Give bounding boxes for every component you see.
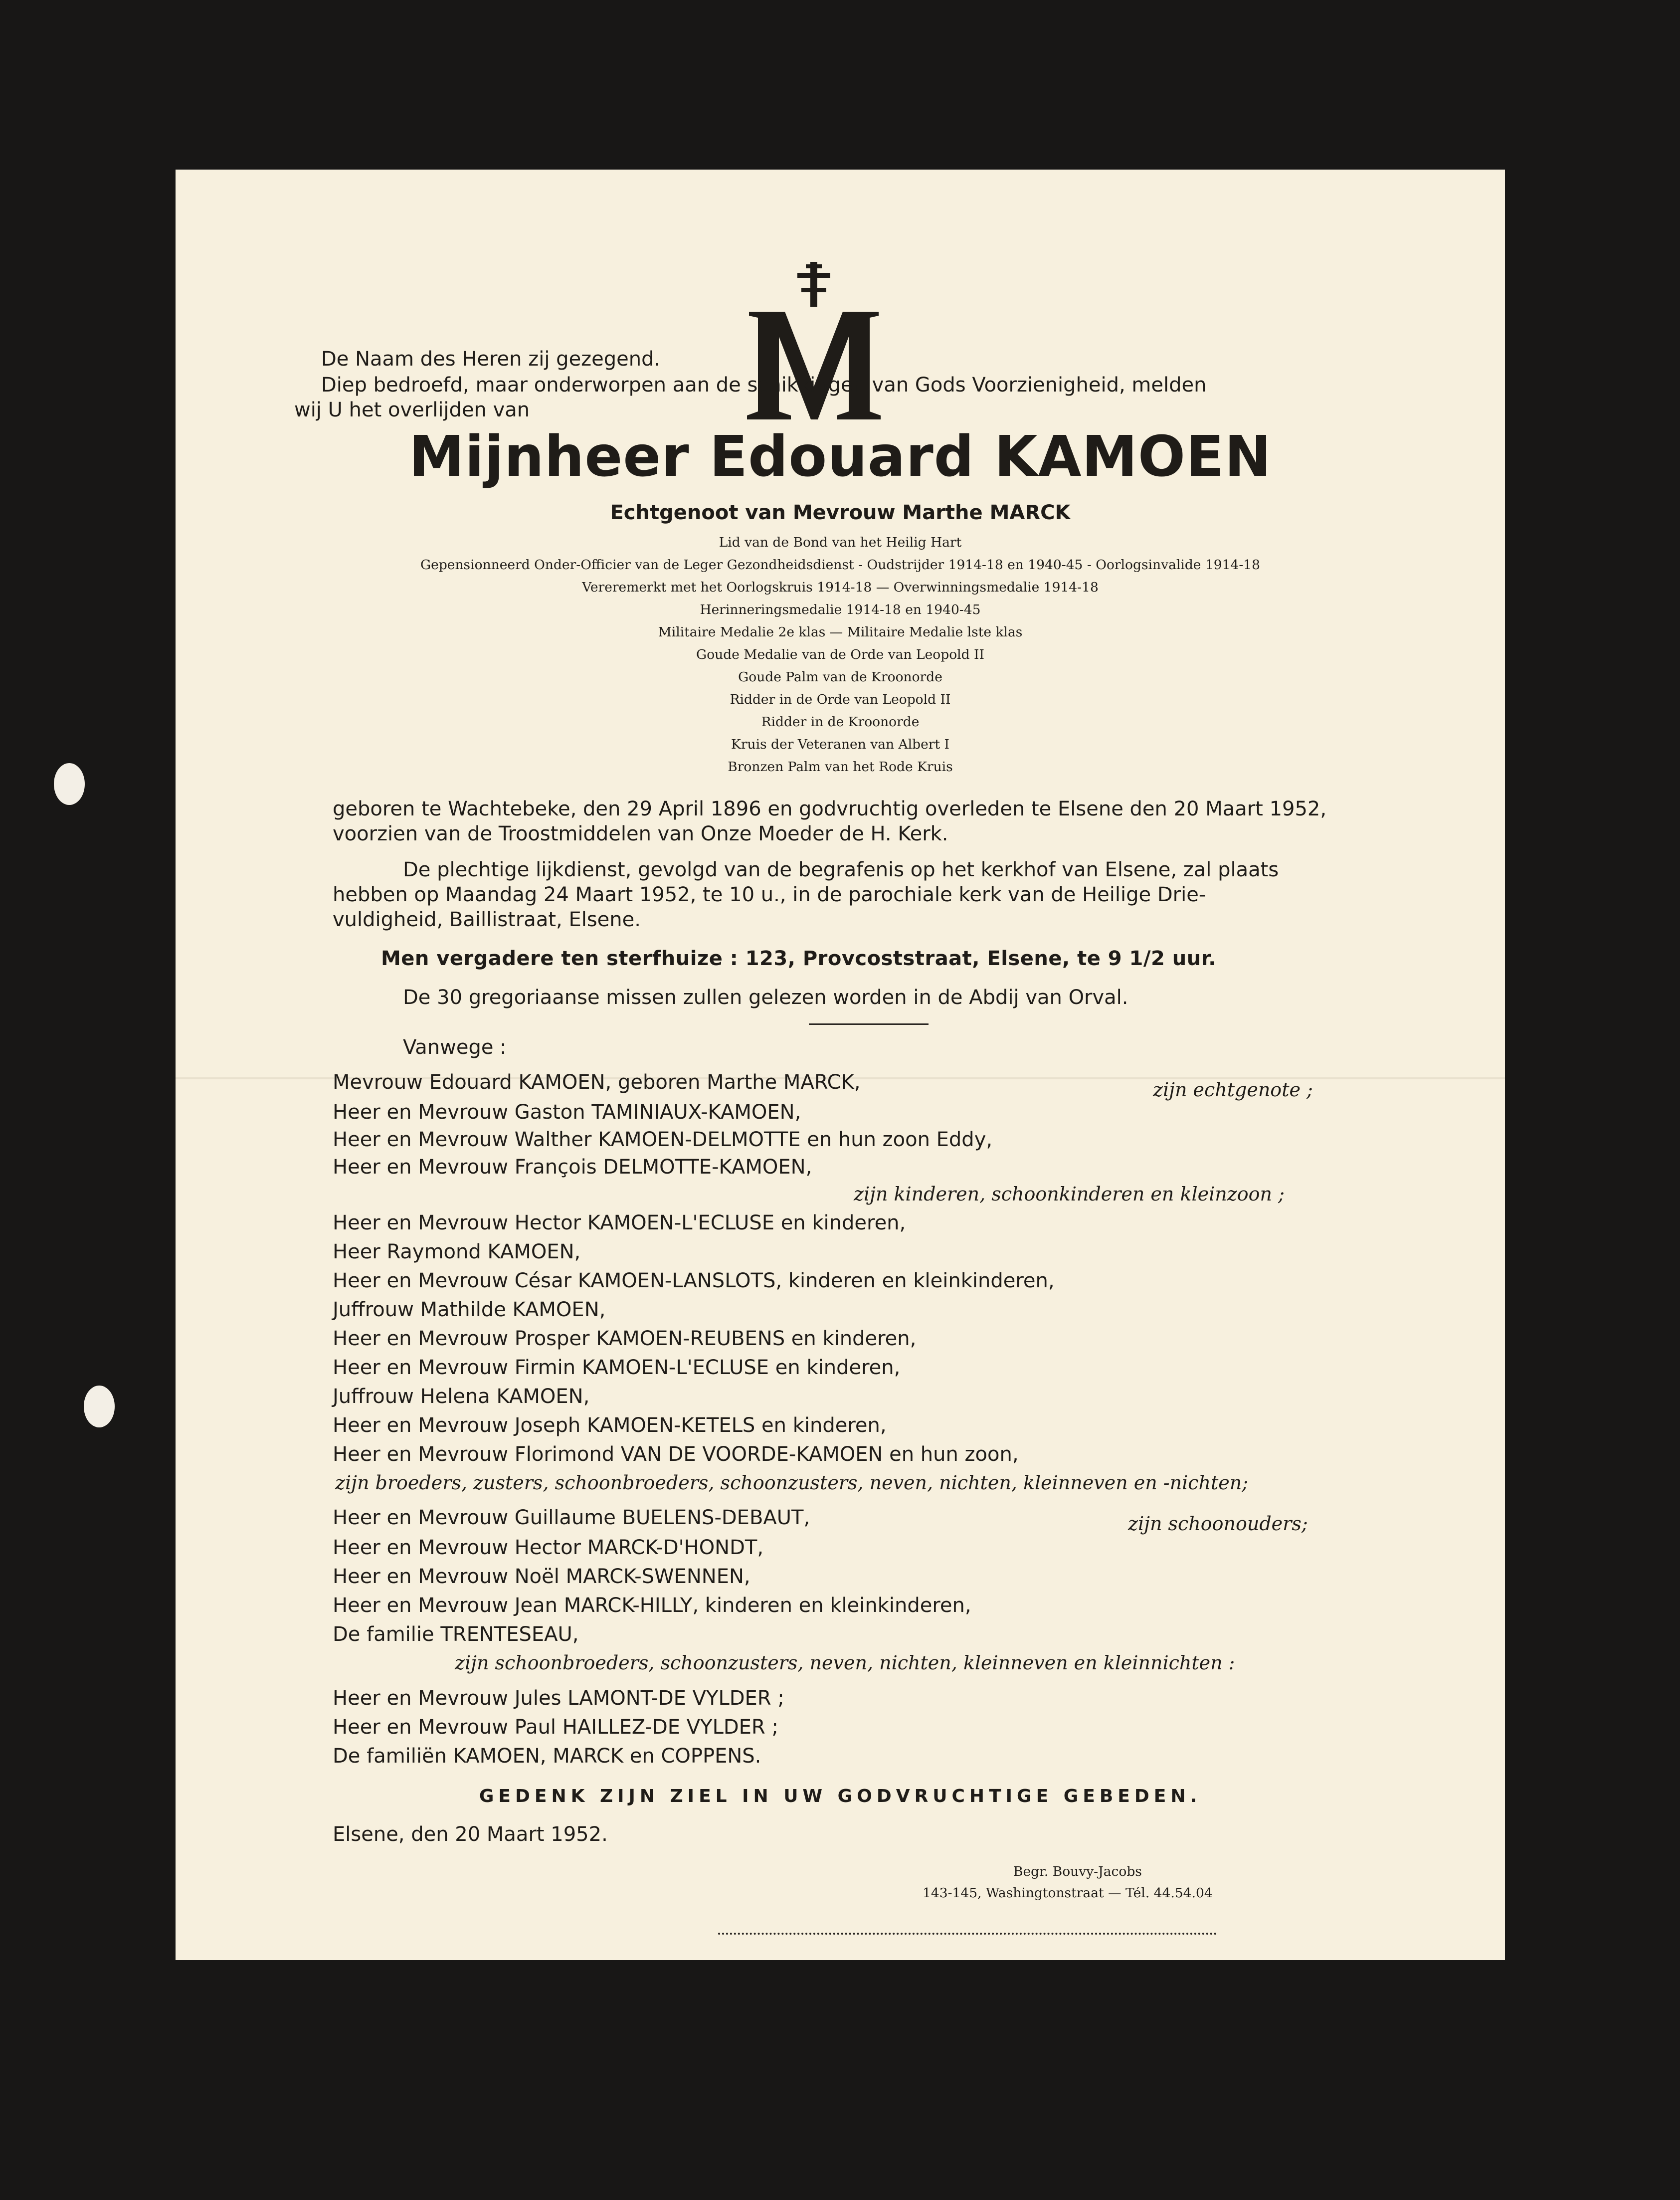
- birth-line: voorzien van de Troostmiddelen van Onze Moeder de H. Kerk.: [333, 822, 948, 845]
- deceased-name: Mijnheer Edouard KAMOEN: [408, 424, 1272, 489]
- birth-line: geboren te Wachtebeke, den 29 April 1896 en godvruchtig overleden te Elsene den 20 Maart 1952,: [333, 798, 1327, 820]
- family-line: Heer en Mevrouw Guillaume BUELENS-DEBAUT,: [333, 1506, 810, 1529]
- family-line: De familie TRENTESEAU,: [333, 1623, 579, 1646]
- family-line: Heer en Mevrouw Florimond VAN DE VOORDE-KAMOEN en hun zoon,: [333, 1443, 1019, 1466]
- spouse-of-line: Echtgenoot van Mevrouw Marthe MARCK: [610, 501, 1071, 524]
- family-role: zijn schoonouders;: [1128, 1513, 1308, 1535]
- vanwege-label: Vanwege :: [403, 1036, 507, 1059]
- family-line: Heer en Mevrouw Joseph KAMOEN-KETELS en kinderen,: [333, 1414, 887, 1437]
- undertaker-name: Begr. Bouvy-Jacobs: [1013, 1864, 1142, 1879]
- intro-line: Diep bedroefd, maar onderworpen aan de schikkingen van Gods Voorzienigheid, melden: [321, 374, 1207, 397]
- service-line: De plechtige lijkdienst, gevolgd van de begrafenis op het kerkhof van Elsene, zal plaats: [403, 858, 1279, 881]
- date-place: Elsene, den 20 Maart 1952.: [333, 1823, 608, 1846]
- honor-line: Ridder in de Orde van Leopold II: [730, 692, 951, 707]
- service-line: hebben op Maandag 24 Maart 1952, te 10 u., in de parochiale kerk van de Heilige Drie-: [333, 883, 1206, 906]
- family-role: zijn echtgenote ;: [1153, 1079, 1313, 1101]
- honor-line: Bronzen Palm van het Rode Kruis: [728, 759, 953, 775]
- family-line: Heer en Mevrouw Walther KAMOEN-DELMOTTE en hun zoon Eddy,: [333, 1128, 993, 1151]
- masses-notice: De 30 gregoriaanse missen zullen gelezen worden in de Abdij van Orval.: [403, 986, 1128, 1009]
- family-line: Heer en Mevrouw Prosper KAMOEN-REUBENS en kinderen,: [333, 1327, 917, 1350]
- honor-line: Goude Medalie van de Orde van Leopold II: [696, 647, 984, 662]
- gathering-notice: Men vergadere ten sterfhuize : 123, Provcoststraat, Elsene, te 9 1/2 uur.: [381, 947, 1216, 970]
- family-line: Juffrouw Helena KAMOEN,: [333, 1385, 590, 1408]
- dotted-rule: [718, 1933, 1217, 1935]
- undertaker-address: 143-145, Washingtonstraat — Tél. 44.54.04: [923, 1885, 1213, 1901]
- family-line: Heer en Mevrouw Jules LAMONT-DE VYLDER ;: [333, 1687, 784, 1710]
- honor-line: Militaire Medalie 2e klas — Militaire Medalie lste klas: [658, 624, 1023, 640]
- family-line: Juffrouw Mathilde KAMOEN,: [333, 1298, 606, 1321]
- family-role: zijn kinderen, schoonkinderen en kleinzoon ;: [854, 1183, 1285, 1205]
- punch-hole: [84, 1386, 115, 1427]
- family-line: Heer en Mevrouw Firmin KAMOEN-L'ECLUSE en kinderen,: [333, 1356, 901, 1379]
- family-line: De familiën KAMOEN, MARCK en COPPENS.: [333, 1745, 761, 1768]
- family-line: Mevrouw Edouard KAMOEN, geboren Marthe MARCK,: [333, 1071, 861, 1094]
- service-line: vuldigheid, Baillistraat, Elsene.: [333, 908, 641, 931]
- family-line: Heer en Mevrouw Noël MARCK-SWENNEN,: [333, 1565, 750, 1588]
- family-role: zijn schoonbroeders, schoonzusters, neven, nichten, kleinneven en kleinnichten :: [455, 1652, 1235, 1674]
- honor-line: Kruis der Veteranen van Albert I: [731, 737, 949, 752]
- intro-line: De Naam des Heren zij gezegend.: [321, 348, 661, 371]
- family-role: zijn broeders, zusters, schoonbroeders, schoonzusters, neven, nichten, kleinneven en -nichten;: [335, 1472, 1249, 1494]
- family-line: Heer en Mevrouw Gaston TAMINIAUX-KAMOEN,: [333, 1101, 801, 1124]
- honor-line: Gepensionneerd Onder-Officier van de Leger Gezondheidsdienst - Oudstrijder 1914-18 en 1940-45 - Oorlogsinvalide 1914-18: [420, 557, 1261, 573]
- marian-monogram-icon: [739, 262, 889, 426]
- family-line: Heer Raymond KAMOEN,: [333, 1240, 581, 1263]
- intro-line: wij U het overlijden van: [294, 399, 530, 421]
- honor-line: Ridder in de Kroonorde: [761, 714, 920, 730]
- family-line: Heer en Mevrouw Hector MARCK-D'HONDT,: [333, 1536, 764, 1559]
- honor-line: Vereremerkt met het Oorlogskruis 1914-18 — Overwinningsmedalie 1914-18: [582, 580, 1099, 595]
- separator-rule: [809, 1023, 929, 1025]
- honor-line: Herinneringsmedalie 1914-18 en 1940-45: [700, 602, 981, 617]
- honor-line: Goude Palm van de Kroonorde: [738, 669, 942, 685]
- family-line: Heer en Mevrouw Paul HAILLEZ-DE VYLDER ;: [333, 1716, 778, 1739]
- honor-line: Lid van de Bond van het Heilig Hart: [719, 535, 962, 550]
- punch-hole: [54, 763, 85, 805]
- death-notice-paper: [176, 170, 1505, 1960]
- family-line: Heer en Mevrouw César KAMOEN-LANSLOTS, kinderen en kleinkinderen,: [333, 1269, 1055, 1292]
- prayer-request: GEDENK ZIJN ZIEL IN UW GODVRUCHTIGE GEBEDEN.: [479, 1786, 1202, 1806]
- family-line: Heer en Mevrouw François DELMOTTE-KAMOEN,: [333, 1156, 812, 1179]
- family-line: Heer en Mevrouw Jean MARCK-HILLY, kinderen en kleinkinderen,: [333, 1594, 971, 1617]
- family-line: Heer en Mevrouw Hector KAMOEN-L'ECLUSE en kinderen,: [333, 1211, 906, 1234]
